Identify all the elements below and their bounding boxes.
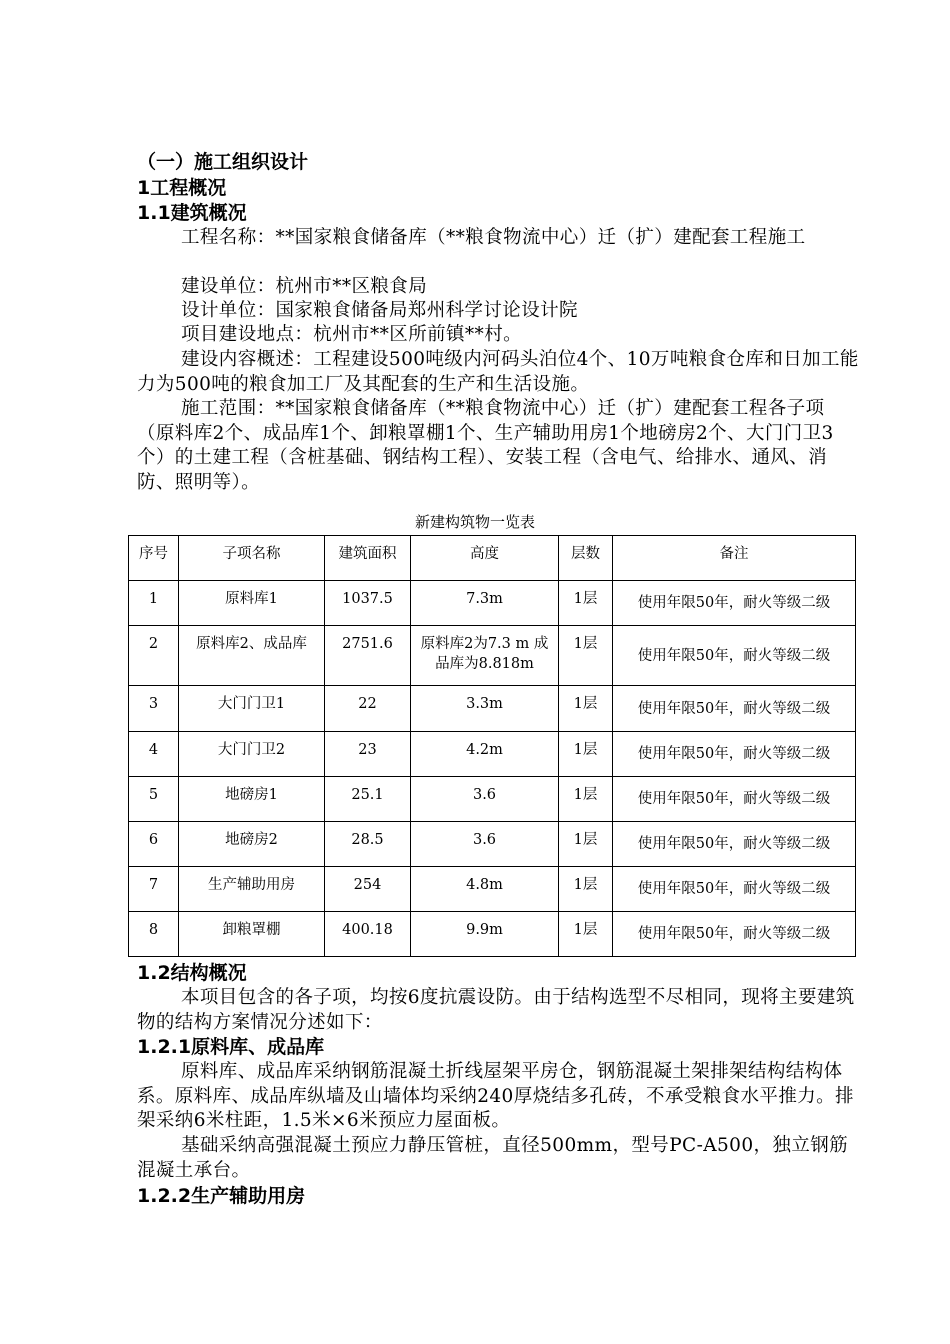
cell-height: 3.6 (411, 822, 559, 867)
cell-name: 卸粮罩棚 (179, 912, 325, 957)
table-row (129, 626, 856, 686)
cell-index: 8 (129, 912, 179, 957)
table-header-row (129, 536, 856, 581)
header-index: 序号 (129, 536, 179, 581)
paragraph-warehouse-structure: 原料库、成品库采纳钢筋混凝土折线屋架平房仓，钢筋混凝土架排架结构结构体系。原料库、成品库纵墙及山墙体均采纳240厚烧结多孔砖，不承受粮食水平推力。排架采纳6米柱距，1.5米×6米预应力屋面板。 (137, 1061, 854, 1131)
cell-index: 2 (129, 626, 179, 686)
cell-floors: 1层 (559, 732, 613, 777)
cell-note: 使用年限50年，耐火等级二级 (613, 732, 856, 777)
table-row (129, 732, 856, 777)
header-note: 备注 (613, 536, 856, 581)
table-row (129, 581, 856, 626)
cell-floors: 1层 (559, 686, 613, 732)
cell-floors: 1层 (559, 581, 613, 626)
table-caption: 新建构筑物一览表 (414, 513, 535, 531)
cell-height: 4.2m (411, 732, 559, 777)
cell-index: 5 (129, 777, 179, 822)
cell-floors: 1层 (559, 777, 613, 822)
cell-note: 使用年限50年，耐火等级二级 (613, 912, 856, 957)
cell-height: 原料库2为7.3 m 成品库为8.818m (411, 626, 559, 686)
cell-note: 使用年限50年，耐火等级二级 (613, 626, 856, 686)
cell-note: 使用年限50年，耐火等级二级 (613, 686, 856, 732)
header-area: 建筑面积 (325, 536, 411, 581)
cell-height: 3.6 (411, 777, 559, 822)
cell-index: 3 (129, 686, 179, 732)
cell-height: 7.3m (411, 581, 559, 626)
header-name: 子项名称 (179, 536, 325, 581)
paragraph-content: 建设内容概述：工程建设500吨级内河码头泊位4个、10万吨粮食仓库和日加工能力为500吨的粮食加工厂及其配套的生产和生活设施。 (137, 349, 859, 395)
cell-area: 28.5 (325, 822, 411, 867)
header-floors: 层数 (559, 536, 613, 581)
table-row (129, 777, 856, 822)
cell-area: 2751.6 (325, 626, 411, 686)
heading-1-2-1: 1.2.1原料库、成品库 (137, 1036, 325, 1058)
paragraph-designer: 设计单位：国家粮食储备局郑州科学讨论设计院 (181, 300, 578, 321)
heading-1-2: 1.2结构概况 (137, 962, 247, 984)
cell-floors: 1层 (559, 912, 613, 957)
cell-height: 4.8m (411, 867, 559, 912)
cell-area: 25.1 (325, 777, 411, 822)
header-height: 高度 (411, 536, 559, 581)
paragraph-foundation: 基础采纳高强混凝土预应力静压管桩，直径500mm，型号PC-A500，独立钢筋混凝土承台。 (137, 1135, 849, 1181)
cell-area: 400.18 (325, 912, 411, 957)
paragraph-builder: 建设单位：杭州市**区粮食局 (181, 276, 428, 297)
cell-index: 7 (129, 867, 179, 912)
cell-floors: 1层 (559, 867, 613, 912)
paragraph-location: 项目建设地点：杭州市**区所前镇**村。 (181, 324, 523, 345)
section-heading: （一）施工组织设计 (137, 151, 309, 173)
cell-note: 使用年限50年，耐火等级二级 (613, 777, 856, 822)
cell-height: 3.3m (411, 686, 559, 732)
cell-area: 23 (325, 732, 411, 777)
cell-name: 地磅房2 (179, 822, 325, 867)
paragraph-seismic: 本项目包含的各子项，均按6度抗震设防。由于结构选型不尽相同，现将主要建筑物的结构方案情况分述如下： (137, 987, 855, 1033)
cell-name: 原料库2、成品库 (179, 626, 325, 686)
cell-name: 生产辅助用房 (179, 867, 325, 912)
heading-1-1: 1.1建筑概况 (137, 202, 247, 224)
table-row (129, 912, 856, 957)
cell-index: 1 (129, 581, 179, 626)
cell-name: 原料库1 (179, 581, 325, 626)
cell-note: 使用年限50年，耐火等级二级 (613, 867, 856, 912)
table-row (129, 822, 856, 867)
cell-index: 4 (129, 732, 179, 777)
cell-note: 使用年限50年，耐火等级二级 (613, 581, 856, 626)
cell-floors: 1层 (559, 626, 613, 686)
cell-area: 254 (325, 867, 411, 912)
cell-floors: 1层 (559, 822, 613, 867)
cell-name: 地磅房1 (179, 777, 325, 822)
cell-height: 9.9m (411, 912, 559, 957)
cell-name: 大门门卫2 (179, 732, 325, 777)
cell-name: 大门门卫1 (179, 686, 325, 732)
paragraph-project-name: 工程名称：**国家粮食储备库（**粮食物流中心）迁（扩）建配套工程施工 (181, 227, 806, 248)
buildings-table (128, 535, 856, 957)
cell-area: 22 (325, 686, 411, 732)
heading-1-2-2: 1.2.2生产辅助用房 (137, 1185, 306, 1207)
table-row (129, 686, 856, 732)
cell-note: 使用年限50年，耐火等级二级 (613, 822, 856, 867)
heading-1: 1工程概况 (137, 177, 227, 199)
cell-area: 1037.5 (325, 581, 411, 626)
paragraph-scope: 施工范围：**国家粮食储备库（**粮食物流中心）迁（扩）建配套工程各子项（原料库2个、成品库1个、卸粮罩棚1个、生产辅助用房1个地磅房2个、大门门卫3个）的土建工程（含桩基础、钢结构工程）、安装工程（含电气、给排水、通风、消防、照明等）。 (137, 398, 834, 493)
table-row (129, 867, 856, 912)
cell-index: 6 (129, 822, 179, 867)
